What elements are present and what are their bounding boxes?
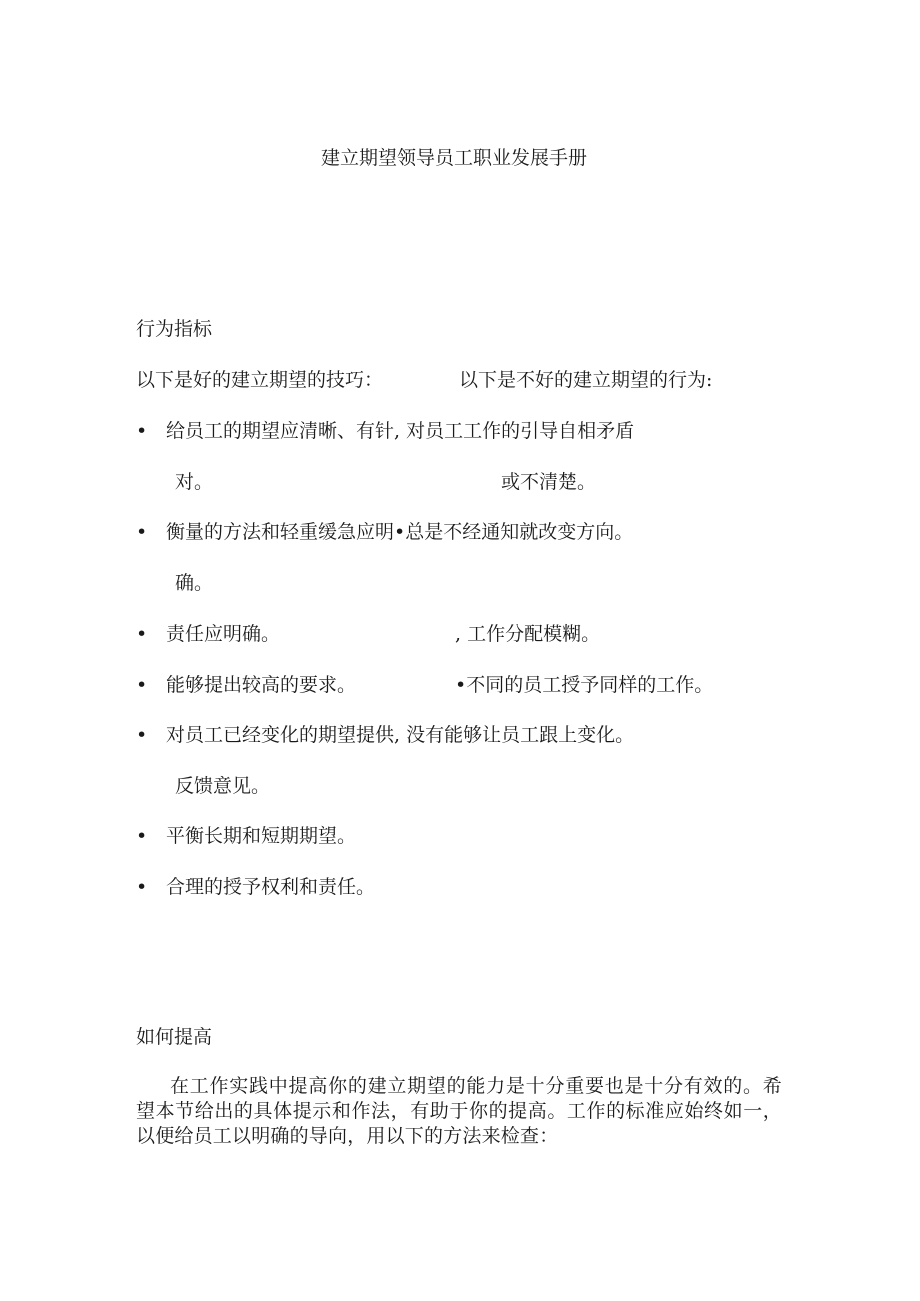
list-item: 给员工的期望应清晰、有针, 对员工工作的引导自相矛盾 [166, 420, 635, 442]
document-title: 建立期望领导员工职业发展手册 [321, 147, 588, 169]
list-item: 责任应明确。 [166, 623, 281, 645]
list-item: , 工作分配模糊。 [455, 623, 601, 645]
bad-practices-header: 以下是不好的建立期望的行为: [459, 369, 713, 391]
bullet-marker: • [136, 674, 148, 696]
bullet-marker: • [136, 521, 148, 543]
list-item: •不同的员工授予同样的工作。 [455, 674, 714, 696]
list-item: 平衡长期和短期期望。 [166, 825, 357, 847]
list-item-continuation: 对。 [175, 471, 214, 493]
bullet-marker: • [136, 623, 148, 645]
bullet-marker: • [136, 825, 148, 847]
list-item-continuation: 确。 [175, 572, 214, 594]
list-item: 对员工已经变化的期望提供, 没有能够让员工跟上变化。 [166, 724, 635, 746]
section-heading-how-to-improve: 如何提高 [136, 1026, 213, 1048]
section-heading-behavior-indicators: 行为指标 [136, 318, 213, 340]
bullet-marker: • [136, 876, 148, 898]
list-item-continuation: 或不清楚。 [501, 471, 597, 493]
body-paragraph: 在工作实践中提高你的建立期望的能力是十分重要也是十分有效的。希望本节给出的具体提示和作法，有助于你的提高。工作的标准应始终如一，以便给员工以明确的导向，用以下的方法来检查： [136, 1075, 782, 1147]
bullet-marker: • [136, 724, 148, 746]
list-item: 能够提出较高的要求。 [166, 674, 357, 696]
good-practices-header: 以下是好的建立期望的技巧： [136, 369, 384, 391]
list-item-continuation: 反馈意见。 [175, 775, 271, 797]
bullet-marker: • [136, 420, 148, 442]
list-item: 合理的授予权利和责任。 [166, 876, 376, 898]
list-item: 衡量的方法和轻重缓急应明•总是不经通知就改变方向。 [166, 521, 634, 543]
